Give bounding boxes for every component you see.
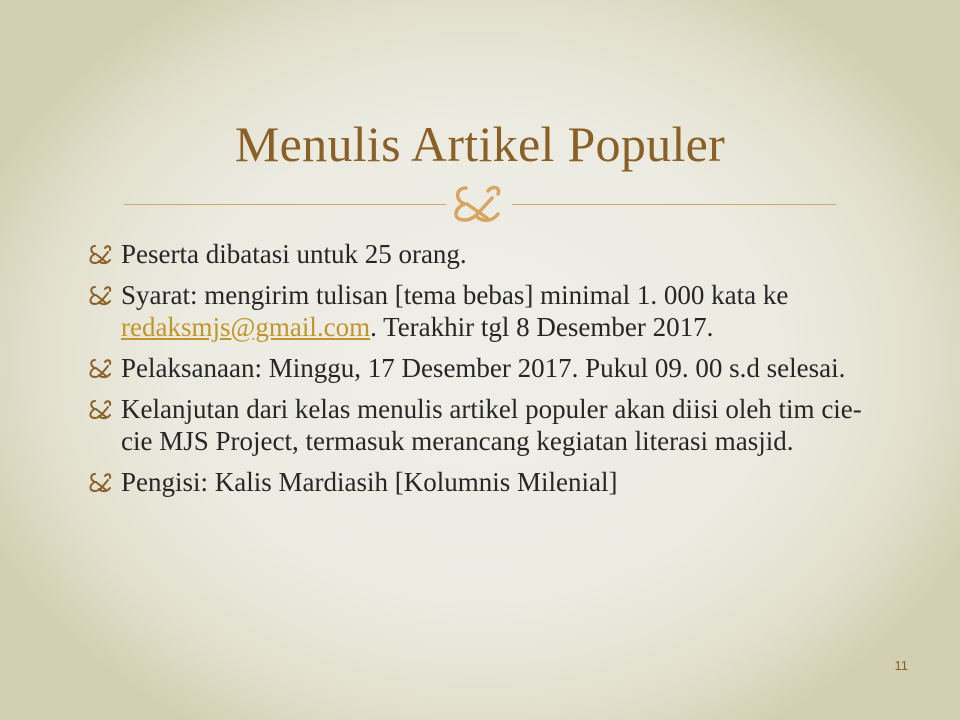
slide-title: Menulis Artikel Populer [234,116,726,172]
bullet-item [86,238,886,270]
bullet-text: Pelaksanaan: Minggu, 17 Desember 2017. Pukul 09. 00 s.d selesai. [121,353,846,383]
bullet-text: Peserta dibatasi untuk 25 orang. [121,239,467,269]
ampersand-flourish-icon [440,178,520,228]
title-divider-right [512,204,836,205]
bullet-text: Pengisi: Kalis Mardiasih [Kolumnis Milenial] [121,467,618,497]
ampersand-bullet-icon [86,241,116,267]
bullet-item [86,352,886,384]
bullet-text: Kelanjutan dari kelas menulis artikel populer akan diisi oleh tim cie-cie MJS Project, termasuk merancang kegiatan literasi masjid. [121,394,862,456]
ampersand-bullet-icon [86,282,116,308]
ampersand-bullet-icon [86,469,116,495]
ampersand-bullet-icon [86,396,116,422]
bullet-text: . Terakhir tgl 8 Desember 2017. [370,312,714,342]
bullet-item [86,393,886,457]
email-link[interactable]: redaksmjs@gmail.com [121,312,371,342]
title-divider-left [124,204,446,205]
bullet-list [86,238,886,507]
bullet-text: Syarat: mengirim tulisan [tema bebas] minimal 1. 000 kata ke [121,280,789,310]
ampersand-bullet-icon [86,355,116,381]
bullet-item [86,466,886,498]
slide-number: 11 [894,658,908,673]
bullet-item [86,279,886,343]
